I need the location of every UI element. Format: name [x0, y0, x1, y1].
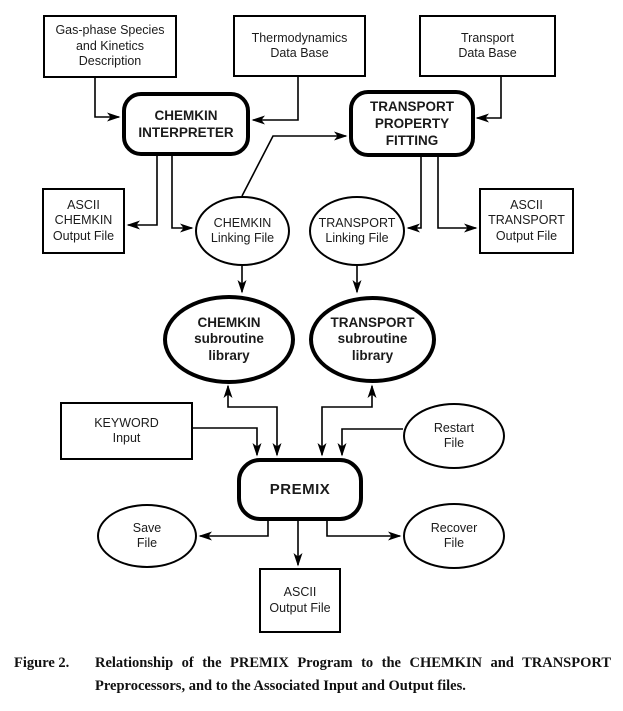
node-premix: [237, 458, 363, 521]
node-label: File: [443, 436, 465, 450]
connector-gasphase-to-interpreter: [95, 78, 119, 117]
node-transport-property-fitting: [349, 90, 475, 157]
node-label: TRANSPORT: [318, 215, 396, 230]
connector-interpreter-to-ascii-chemkin: [128, 156, 157, 225]
node-label: TRANSPORT: [330, 314, 415, 330]
node-label: ASCII: [67, 197, 100, 212]
connector-chemkin-library-premix: [228, 386, 277, 455]
connector-transport-library-premix: [322, 386, 372, 455]
node-label: Transport: [460, 30, 515, 45]
node-label: Linking File: [325, 231, 389, 245]
connector-premix-to-save: [200, 521, 268, 536]
node-chemkin-subroutine-library: [163, 295, 295, 384]
node-label: CHEMKIN: [54, 213, 113, 228]
connector-interpreter-to-chemkin-linking: [172, 156, 192, 228]
node-label: Output File: [52, 228, 115, 243]
node-keyword-input: [60, 402, 193, 460]
figure-caption-line2: Preprocessors, and to the Associated Input and Output files.: [95, 678, 466, 694]
node-ascii-output-file: [259, 568, 341, 633]
node-chemkin-linking-file: [195, 196, 290, 266]
node-label: subroutine: [337, 331, 408, 347]
node-label: CHEMKIN: [154, 108, 218, 123]
node-transport-database: [419, 15, 556, 77]
node-recover-file: [403, 503, 505, 569]
connector-keyword-to-premix: [193, 428, 257, 455]
node-label: library: [351, 347, 394, 363]
connector-chemkin-linking-to-fitting: [242, 136, 346, 196]
node-thermodynamics-database: [233, 15, 366, 77]
node-label: subroutine: [194, 331, 264, 347]
node-label: Linking File: [210, 231, 275, 245]
node-ascii-chemkin-output-file: [42, 188, 125, 254]
node-label: FITTING: [385, 133, 439, 148]
node-label: KEYWORD: [94, 415, 159, 430]
node-label: Thermodynamics: [251, 30, 348, 45]
node-label: Output File: [269, 600, 331, 615]
connector-thermo-to-interpreter: [253, 77, 298, 120]
node-chemkin-interpreter: [122, 92, 250, 156]
node-label: TRANSPORT: [370, 99, 454, 114]
figure-caption: [14, 652, 611, 698]
figure-caption-text: [95, 652, 611, 698]
node-label: and Kinetics: [75, 38, 145, 53]
node-label: Data Base: [270, 46, 329, 60]
node-label: ASCII: [283, 585, 317, 599]
node-transport-linking-file: [309, 196, 405, 266]
node-label: Data Base: [458, 46, 517, 60]
node-label: Input: [112, 431, 141, 445]
connector-premix-to-recover: [327, 521, 400, 536]
node-ascii-transport-output-file: [479, 188, 574, 254]
node-label: Recover: [430, 520, 478, 535]
connector-transportdb-to-fitting: [477, 77, 501, 118]
connector-fitting-to-ascii-transport: [438, 157, 476, 228]
node-transport-subroutine-library: [309, 296, 436, 383]
node-label: library: [208, 347, 250, 363]
node-label: ASCII: [510, 197, 543, 212]
figure-caption-label: Figure 2.: [14, 655, 70, 671]
node-label: PROPERTY: [374, 116, 450, 131]
figure-caption-line1: Relationship of the PREMIX Program to the CHEMKIN and TRANSPORT: [95, 655, 611, 671]
node-label: Save: [132, 520, 162, 535]
node-label: CHEMKIN: [213, 215, 272, 230]
node-label: Output File: [495, 228, 558, 243]
node-label: INTERPRETER: [138, 125, 234, 140]
node-gas-phase-species: [43, 15, 177, 78]
node-label: PREMIX: [269, 481, 331, 498]
node-label: File: [136, 536, 158, 550]
node-label: TRANSPORT: [488, 213, 565, 228]
node-save-file: [97, 504, 197, 568]
node-label: Gas-phase Species: [55, 23, 165, 38]
node-label: Restart: [433, 420, 475, 435]
node-label: File: [443, 536, 465, 550]
node-label: Description: [78, 54, 142, 69]
node-label: CHEMKIN: [197, 314, 261, 330]
connector-fitting-to-transport-linking: [408, 157, 421, 228]
connector-restart-to-premix: [342, 429, 403, 455]
node-restart-file: [403, 403, 505, 469]
